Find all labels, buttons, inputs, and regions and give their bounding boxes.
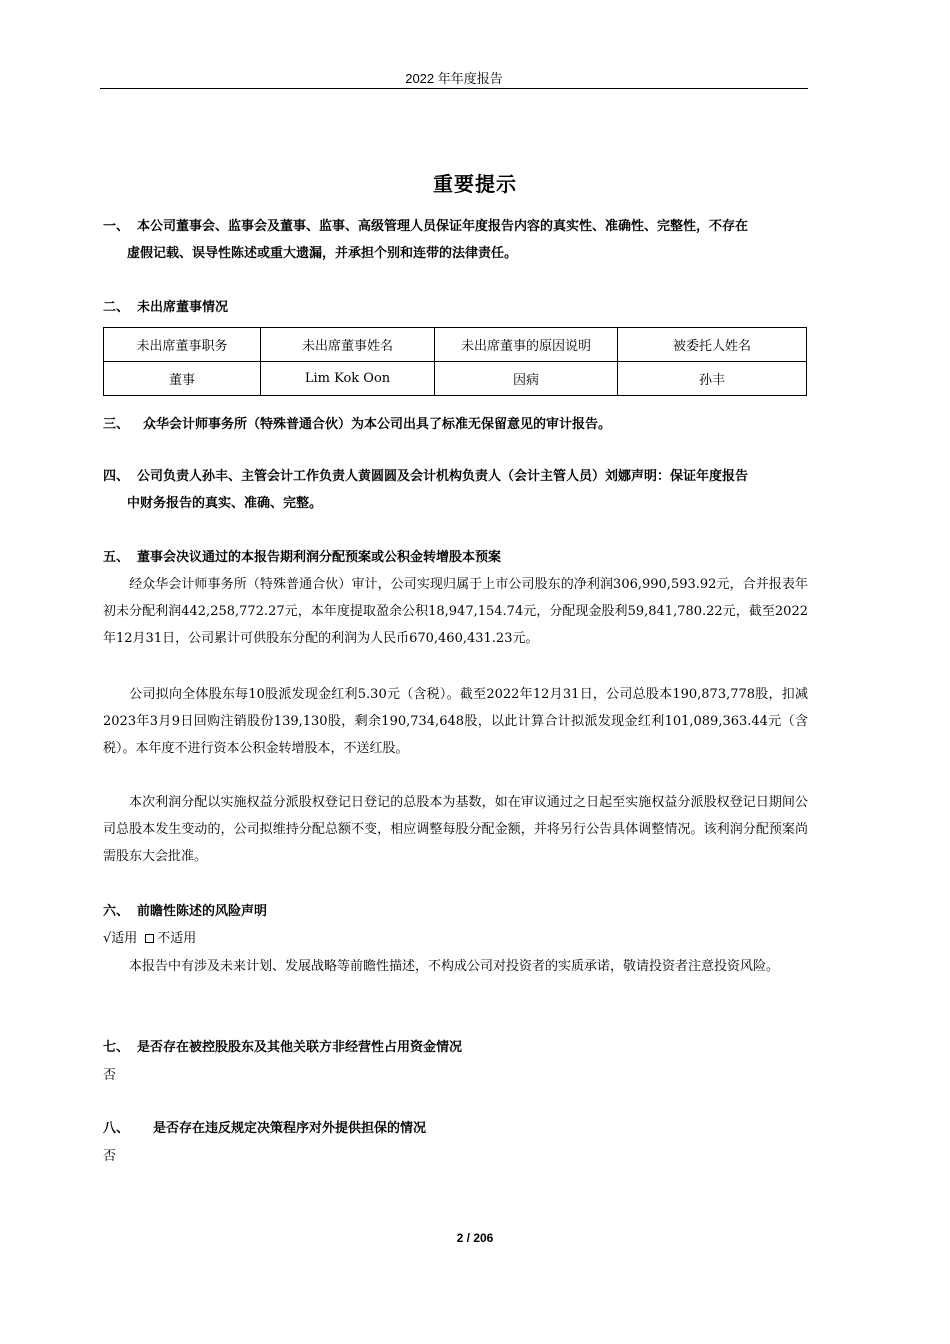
section-text: 本公司董事会、监事会及董事、监事、高级管理人员保证年度报告内容的真实性、准确性、完整性，不存在 — [137, 219, 749, 234]
table-header-row — [104, 328, 807, 362]
answer-s7: 否 — [103, 1068, 117, 1083]
table-row — [104, 362, 807, 396]
section-text: 众华会计师事务所（特殊普通合伙）为本公司出具了标准无保留意见的审计报告。 — [143, 417, 612, 432]
section-text: 未出席董事情况 — [137, 300, 229, 315]
section-number: 三、 — [103, 417, 130, 432]
section-number: 六、 — [103, 904, 130, 919]
section-7 — [103, 1034, 808, 1061]
table-cell: 董事 — [104, 362, 261, 396]
table-cell: Lim Kok Oon — [261, 362, 435, 396]
table-header-cell: 未出席董事的原因说明 — [435, 328, 618, 362]
section-text: 董事会决议通过的本报告期利润分配预案或公积金转增股本预案 — [137, 550, 502, 565]
section-3 — [103, 411, 808, 438]
section-5 — [103, 544, 808, 571]
applicable-checked: √适用 — [103, 931, 138, 946]
table-header-cell: 未出席董事姓名 — [261, 328, 435, 362]
checkbox-icon — [145, 934, 154, 943]
distribution-paragraph: 本次利润分配以实施权益分派股权登记日登记的总股本为基数，如在审议通过之日起至实施权益分派股权登记日期间公司总股本发生变动的，公司拟维持分配总额不变，相应调整每股分配金额，并将另行公告具体调整情况。该利润分配预案尚需股东大会批准。 — [103, 795, 808, 864]
section-number: 二、 — [103, 300, 130, 315]
section-number: 五、 — [103, 550, 130, 565]
absent-directors-table — [103, 327, 807, 396]
section-2 — [103, 294, 808, 321]
page-title: 重要提示 — [433, 172, 517, 196]
dividend-paragraph: 公司拟向全体股东每10股派发现金红利5.30元（含税）。截至2022年12月31日，公司总股本190,873,778股，扣减2023年3月9日回购注销股份139,130股，剩余190,734,648股，以此计算合计拟派发现金红利101,089,363.44元（含税）。本年度不进行资本公积金转增股本，不送红股。 — [103, 687, 808, 756]
not-applicable-label: 不适用 — [157, 931, 197, 946]
table-cell: 孙丰 — [618, 362, 807, 396]
table-header-cell: 被委托人姓名 — [618, 328, 807, 362]
section-text: 前瞻性陈述的风险声明 — [137, 904, 268, 919]
section-number: 四、 — [103, 469, 130, 484]
report-header: 2022 年年度报告 — [405, 71, 503, 86]
header-divider — [100, 88, 808, 89]
section-text: 是否存在被控股股东及其他关联方非经营性占用资金情况 — [137, 1040, 463, 1055]
section-text: 是否存在违反规定决策程序对外提供担保的情况 — [153, 1121, 427, 1136]
section-number: 一、 — [103, 219, 130, 234]
section-number: 八、 — [103, 1121, 130, 1136]
section-6 — [103, 898, 808, 925]
section-text-continued: 中财务报告的真实、准确、完整。 — [127, 496, 323, 511]
section-1 — [103, 213, 808, 267]
section-4 — [103, 463, 808, 517]
profit-paragraph: 经众华会计师事务所（特殊普通合伙）审计，公司实现归属于上市公司股东的净利润306,990,593.92元，合并报表年初未分配利润442,258,772.27元，本年度提取盈余公积18,947,154.74元，分配现金股利59,841,780.22元，截至2022年12月31日，公司累计可供股东分配的利润为人民币670,460,431.23元。 — [103, 577, 808, 646]
applicability-options — [103, 929, 196, 949]
table-cell: 因病 — [435, 362, 618, 396]
section-number: 七、 — [103, 1040, 130, 1055]
section-8 — [103, 1115, 808, 1142]
answer-s8: 否 — [103, 1149, 117, 1164]
table-header-cell: 未出席董事职务 — [104, 328, 261, 362]
risk-paragraph: 本报告中有涉及未来计划、发展战略等前瞻性描述，不构成公司对投资者的实质承诺，敬请投资者注意投资风险。 — [129, 959, 780, 974]
section-text-continued: 虚假记载、误导性陈述或重大遗漏，并承担个别和连带的法律责任。 — [127, 246, 518, 261]
page-number: 2 / 206 — [456, 1231, 494, 1245]
section-text: 公司负责人孙丰、主管会计工作负责人黄圆圆及会计机构负责人（会计主管人员）刘娜声明：保证年度报告 — [137, 469, 749, 484]
